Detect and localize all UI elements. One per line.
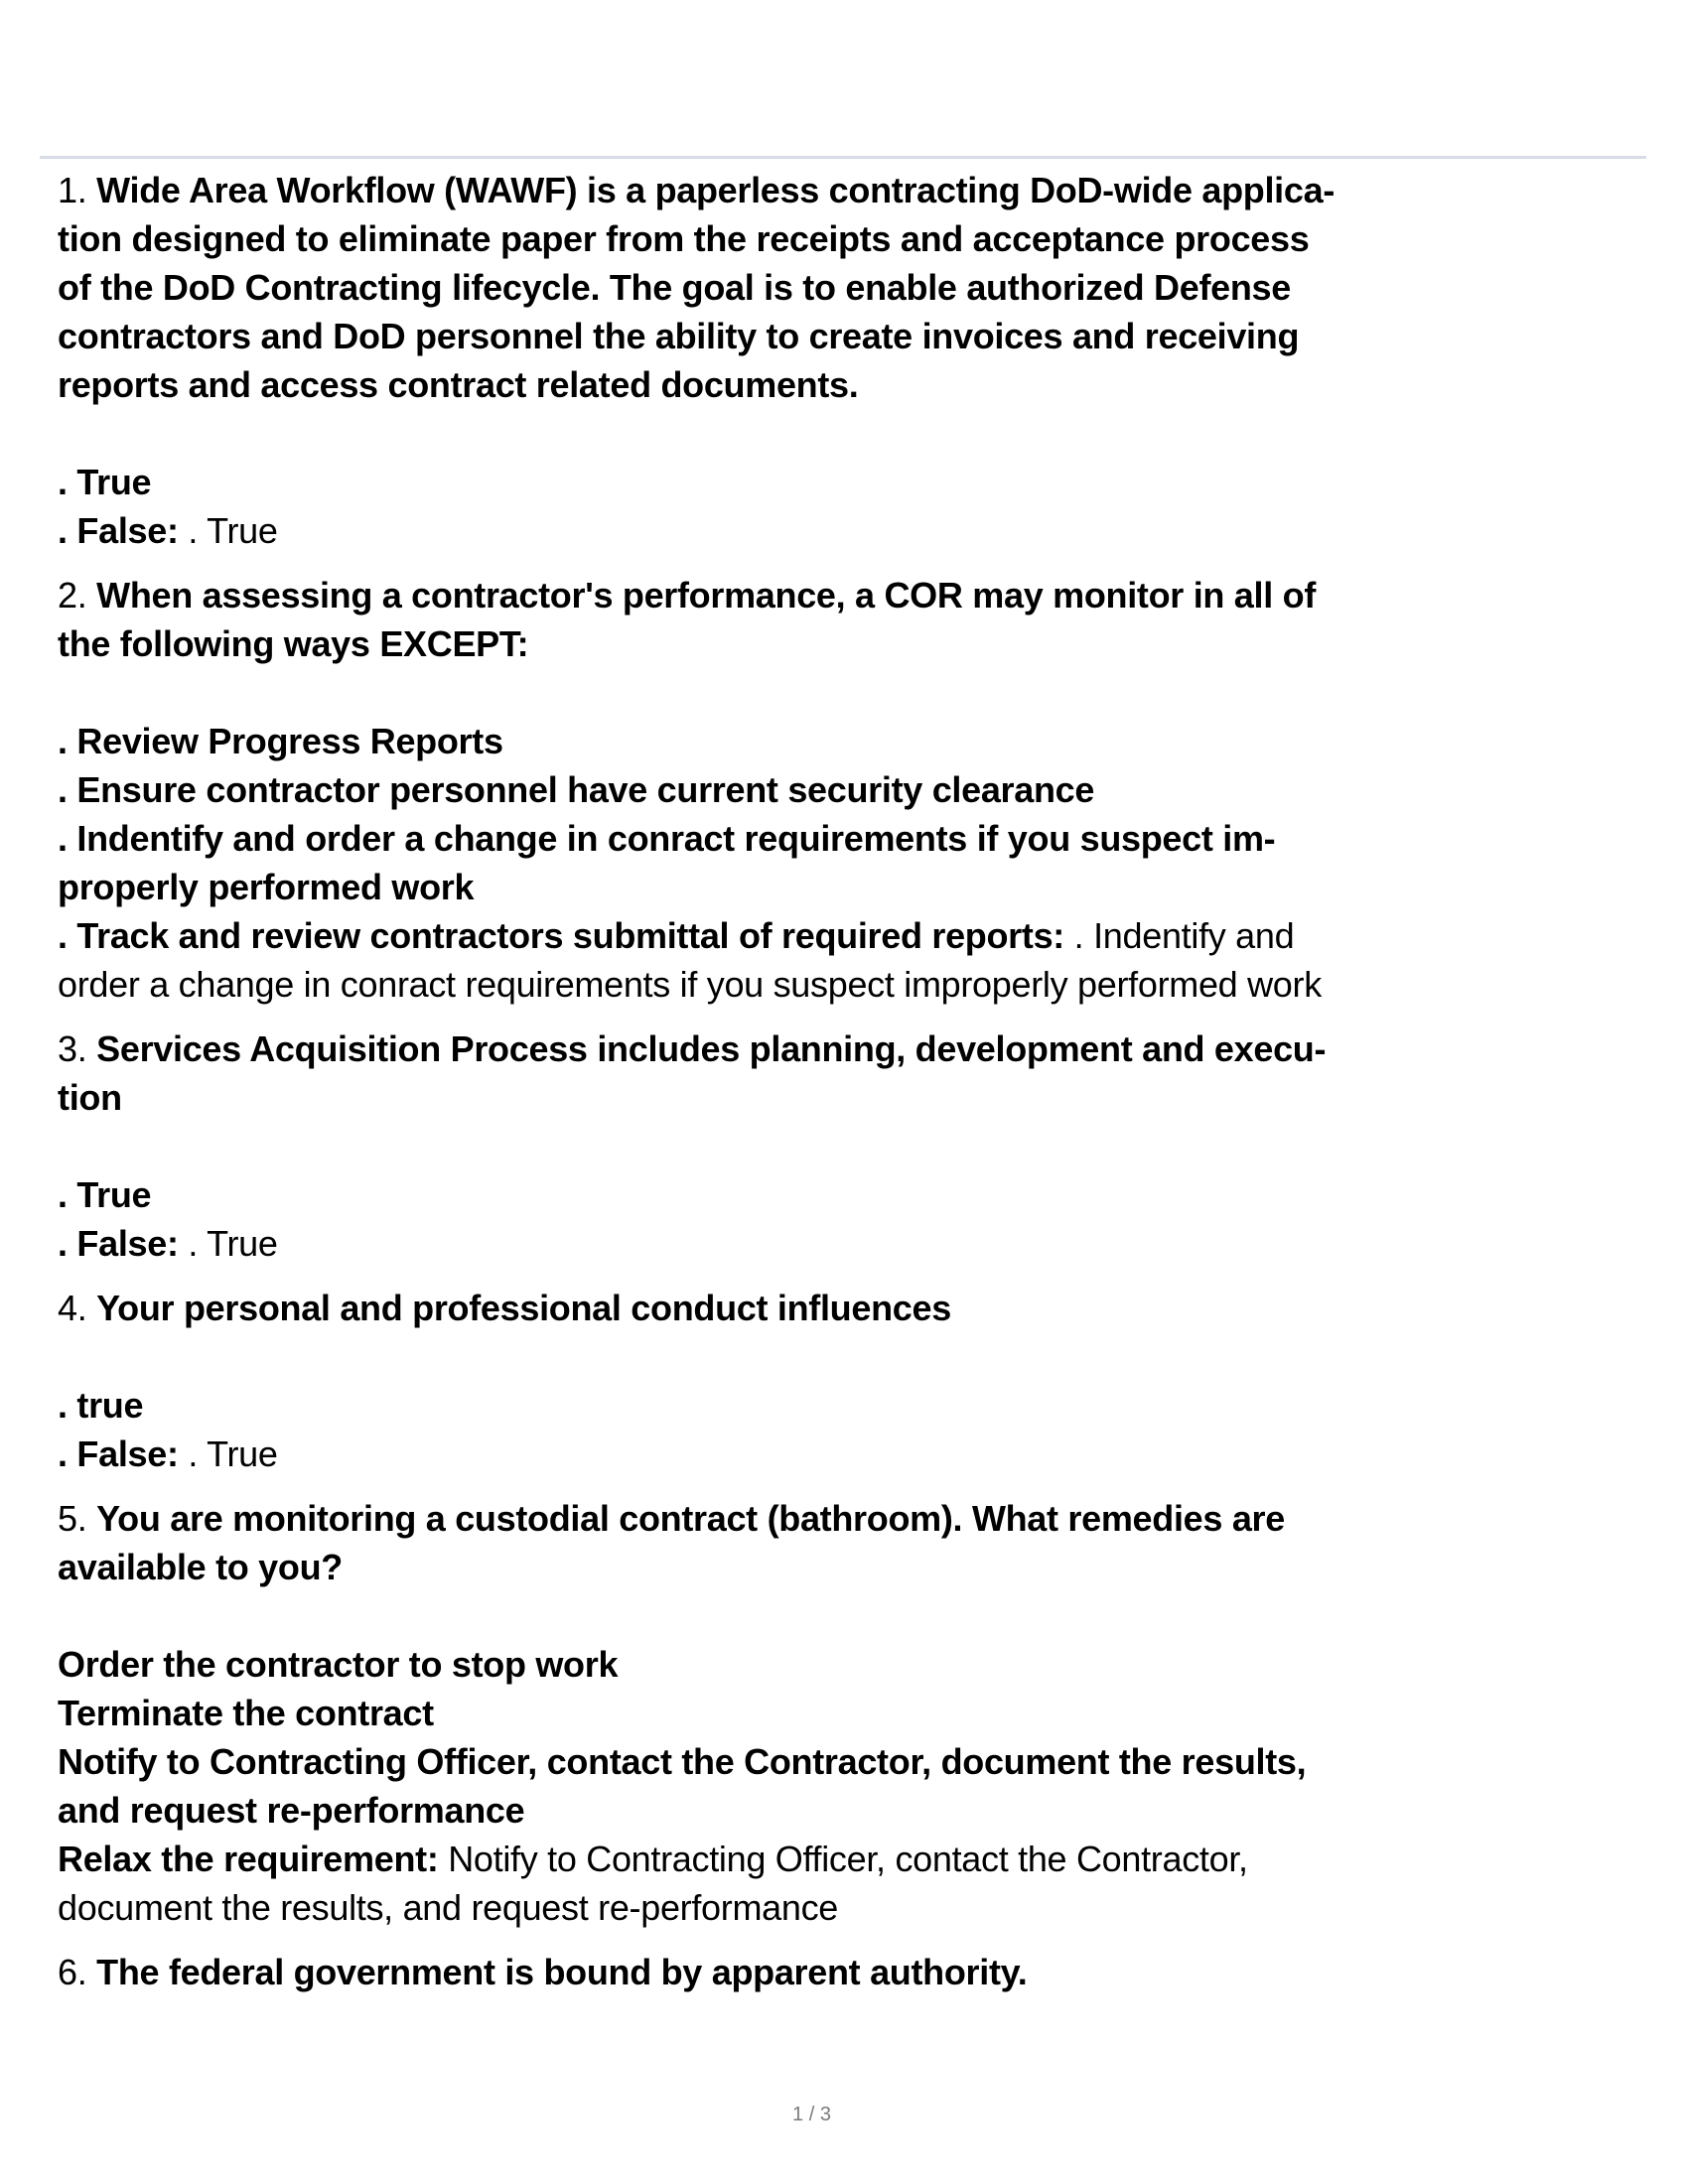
answer-option [58, 717, 1646, 765]
answers-1 [58, 458, 1646, 555]
question-text: Your personal and professional conduct influences [96, 1288, 951, 1328]
answer-value: . True [178, 1433, 278, 1474]
question-text: tion [58, 1077, 122, 1118]
question-5-line-2 [58, 1543, 1646, 1591]
answer-text: . True [58, 462, 152, 502]
answers-5 [58, 1640, 1646, 1932]
answer-option [58, 911, 1646, 960]
answer-label: . False: [58, 510, 179, 551]
answer-value: Notify to Contracting Officer, contact the Contractor, [438, 1839, 1248, 1879]
answer-text: . true [58, 1385, 144, 1426]
question-1-line-2 [58, 214, 1646, 263]
question-1-line-5 [58, 360, 1646, 409]
answer-option [58, 1737, 1646, 1786]
answer-value-continued [58, 960, 1646, 1009]
answer-option [58, 863, 1646, 911]
question-2-line-2 [58, 619, 1646, 668]
answer-label: Relax the requirement: [58, 1839, 439, 1879]
answer-value: . True [178, 510, 278, 551]
answer-option [58, 1786, 1646, 1835]
answers-3 [58, 1170, 1646, 1268]
question-4-line-1 [58, 1284, 1646, 1332]
question-6 [58, 1948, 1646, 1996]
question-text: Wide Area Workflow (WAWF) is a paperless contracting DoD-wide applica- [96, 170, 1336, 210]
question-number: 1. [58, 170, 97, 210]
answer-text: . Review Progress Reports [58, 721, 503, 761]
answer-label: . Track and review contractors submittal of required reports: [58, 915, 1064, 956]
answer-option [58, 1835, 1646, 1883]
question-text: of the DoD Contracting lifecycle. The goal is to enable authorized Defense [58, 267, 1292, 308]
question-number: 3. [58, 1028, 97, 1069]
question-text: available to you? [58, 1547, 343, 1587]
question-text: reports and access contract related documents. [58, 364, 859, 405]
question-2 [58, 571, 1646, 668]
answer-label: . False: [58, 1433, 179, 1474]
answer-text: and request re-performance [58, 1790, 525, 1831]
answer-text: . Ensure contractor personnel have current security clearance [58, 769, 1095, 810]
answer-option [58, 458, 1646, 506]
answers-2 [58, 717, 1646, 1009]
answer-text: . Indentify and order a change in conract requirements if you suspect im- [58, 818, 1276, 859]
question-text: The federal government is bound by apparent authority. [96, 1952, 1028, 1992]
answer-option [58, 1381, 1646, 1430]
question-5-line-1 [58, 1494, 1646, 1543]
question-3-line-2 [58, 1073, 1646, 1122]
answer-value: . Indentify and [1063, 915, 1295, 956]
answer-option [58, 1219, 1646, 1268]
question-number: 2. [58, 575, 97, 615]
answers-4 [58, 1381, 1646, 1478]
answer-label: . False: [58, 1223, 179, 1264]
answer-value: . True [178, 1223, 278, 1264]
question-text: contractors and DoD personnel the ability to create invoices and receiving [58, 316, 1300, 356]
question-1 [58, 166, 1646, 409]
question-text: When assessing a contractor's performance, a COR may monitor in all of [96, 575, 1317, 615]
document-page-content [58, 166, 1646, 1996]
answer-text: Notify to Contracting Officer, contact the Contractor, document the results, [58, 1741, 1307, 1782]
answer-text: Terminate the contract [58, 1693, 434, 1733]
page-number: 1 / 3 [792, 2104, 831, 2125]
answer-text: properly performed work [58, 867, 475, 907]
question-text: Services Acquisition Process includes planning, development and execu- [96, 1028, 1327, 1069]
answer-option [58, 1430, 1646, 1478]
question-number: 4. [58, 1288, 97, 1328]
header-divider-rule [40, 156, 1646, 159]
question-1-line-3 [58, 263, 1646, 312]
answer-text: . True [58, 1174, 152, 1215]
question-text: tion designed to eliminate paper from the receipts and acceptance process [58, 218, 1310, 259]
answer-option [58, 814, 1646, 863]
answer-option [58, 1170, 1646, 1219]
question-text: You are monitoring a custodial contract (bathroom). What remedies are [96, 1498, 1285, 1539]
question-2-line-1 [58, 571, 1646, 619]
answer-option [58, 1640, 1646, 1689]
question-text: the following ways EXCEPT: [58, 623, 529, 664]
question-number: 5. [58, 1498, 97, 1539]
question-1-line-4 [58, 312, 1646, 360]
question-number: 6. [58, 1952, 97, 1992]
answer-option [58, 1689, 1646, 1737]
question-4 [58, 1284, 1646, 1332]
answer-option [58, 765, 1646, 814]
question-6-line-1 [58, 1948, 1646, 1996]
question-1-line-1 [58, 166, 1646, 214]
answer-option [58, 506, 1646, 555]
question-3 [58, 1024, 1646, 1122]
answer-text: Order the contractor to stop work [58, 1644, 619, 1685]
question-3-line-1 [58, 1024, 1646, 1073]
answer-value: order a change in conract requirements if you suspect improperly performed work [58, 964, 1322, 1005]
answer-value-continued [58, 1883, 1646, 1932]
answer-value: document the results, and request re-performance [58, 1887, 839, 1928]
question-5 [58, 1494, 1646, 1591]
